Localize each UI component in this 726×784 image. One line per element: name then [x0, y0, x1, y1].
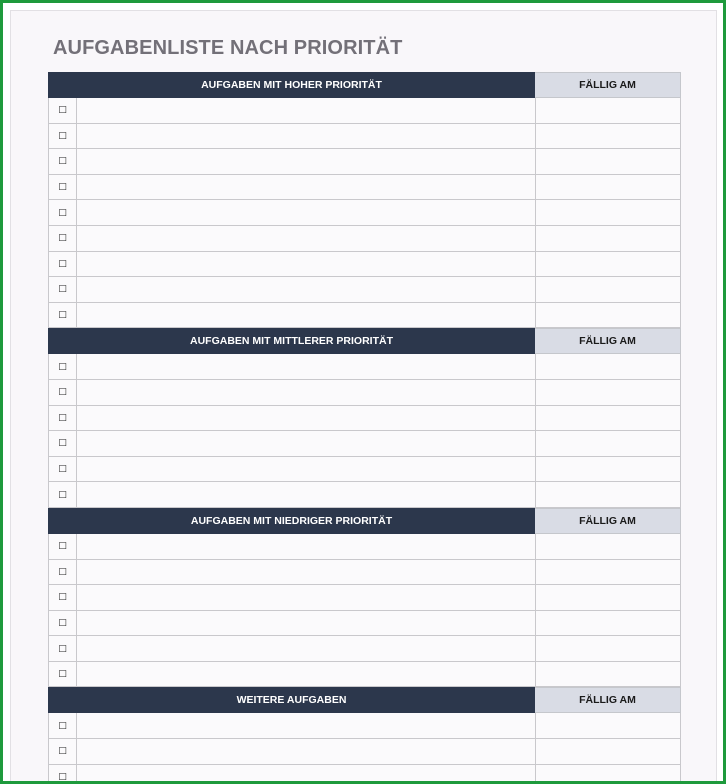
due-date-cell[interactable] [536, 200, 680, 225]
checkbox-icon[interactable]: □ [49, 482, 77, 507]
task-row [48, 200, 681, 226]
due-date-cell[interactable] [536, 585, 680, 610]
task-row [48, 739, 681, 765]
section-header [48, 328, 681, 354]
page-title: AUFGABENLISTE NACH PRIORITÄT [53, 37, 403, 59]
task-cell[interactable] [77, 431, 536, 456]
task-cell[interactable] [77, 739, 536, 764]
task-cell[interactable] [77, 98, 536, 123]
checkbox-icon[interactable]: □ [49, 277, 77, 302]
checkbox-icon[interactable]: □ [49, 226, 77, 251]
due-date-cell[interactable] [536, 713, 680, 738]
section-title: AUFGABEN MIT NIEDRIGER PRIORITÄT [48, 508, 535, 534]
due-date-cell[interactable] [536, 482, 680, 507]
task-row [48, 636, 681, 662]
section-title: WEITERE AUFGABEN [48, 687, 535, 713]
task-row [48, 124, 681, 150]
checkbox-icon[interactable]: □ [49, 124, 77, 149]
checkbox-icon[interactable]: □ [49, 354, 77, 379]
due-date-cell[interactable] [536, 739, 680, 764]
task-row [48, 277, 681, 303]
task-row [48, 354, 681, 380]
document-page [10, 10, 717, 784]
due-date-cell[interactable] [536, 380, 680, 405]
task-row [48, 226, 681, 252]
checkbox-icon[interactable]: □ [49, 406, 77, 431]
checkbox-icon[interactable]: □ [49, 380, 77, 405]
section-header [48, 508, 681, 534]
checkbox-icon[interactable]: □ [49, 662, 77, 687]
task-cell[interactable] [77, 124, 536, 149]
due-date-cell[interactable] [536, 406, 680, 431]
task-cell[interactable] [77, 482, 536, 507]
task-cell[interactable] [77, 662, 536, 687]
due-date-column-header: FÄLLIG AM [535, 328, 681, 354]
checkbox-icon[interactable]: □ [49, 560, 77, 585]
due-date-cell[interactable] [536, 534, 680, 559]
task-row [48, 560, 681, 586]
task-cell[interactable] [77, 303, 536, 328]
task-row [48, 713, 681, 739]
checkbox-icon[interactable]: □ [49, 611, 77, 636]
section-header [48, 72, 681, 98]
checkbox-icon[interactable]: □ [49, 200, 77, 225]
task-row [48, 252, 681, 278]
task-row [48, 534, 681, 560]
task-cell[interactable] [77, 713, 536, 738]
due-date-cell[interactable] [536, 765, 680, 784]
task-row [48, 662, 681, 688]
checkbox-icon[interactable]: □ [49, 303, 77, 328]
due-date-cell[interactable] [536, 560, 680, 585]
task-cell[interactable] [77, 149, 536, 174]
task-cell[interactable] [77, 380, 536, 405]
checkbox-icon[interactable]: □ [49, 765, 77, 784]
due-date-cell[interactable] [536, 636, 680, 661]
task-cell[interactable] [77, 636, 536, 661]
due-date-column-header: FÄLLIG AM [535, 72, 681, 98]
task-cell[interactable] [77, 226, 536, 251]
checkbox-icon[interactable]: □ [49, 149, 77, 174]
task-row [48, 98, 681, 124]
checkbox-icon[interactable]: □ [49, 713, 77, 738]
task-cell[interactable] [77, 175, 536, 200]
due-date-cell[interactable] [536, 98, 680, 123]
task-row [48, 457, 681, 483]
section-title: AUFGABEN MIT MITTLERER PRIORITÄT [48, 328, 535, 354]
task-cell[interactable] [77, 611, 536, 636]
due-date-cell[interactable] [536, 124, 680, 149]
task-cell[interactable] [77, 200, 536, 225]
due-date-cell[interactable] [536, 175, 680, 200]
due-date-cell[interactable] [536, 226, 680, 251]
task-row [48, 611, 681, 637]
due-date-cell[interactable] [536, 354, 680, 379]
due-date-column-header: FÄLLIG AM [535, 687, 681, 713]
due-date-column-header: FÄLLIG AM [535, 508, 681, 534]
task-cell[interactable] [77, 765, 536, 784]
section-title: AUFGABEN MIT HOHER PRIORITÄT [48, 72, 535, 98]
due-date-cell[interactable] [536, 662, 680, 687]
task-row [48, 149, 681, 175]
checkbox-icon[interactable]: □ [49, 534, 77, 559]
task-row [48, 406, 681, 432]
priority-task-table [48, 72, 681, 784]
due-date-cell[interactable] [536, 611, 680, 636]
task-row [48, 175, 681, 201]
task-cell[interactable] [77, 534, 536, 559]
task-row [48, 380, 681, 406]
task-cell[interactable] [77, 585, 536, 610]
checkbox-icon[interactable]: □ [49, 739, 77, 764]
due-date-cell[interactable] [536, 277, 680, 302]
checkbox-icon[interactable]: □ [49, 431, 77, 456]
task-row [48, 431, 681, 457]
task-cell[interactable] [77, 277, 536, 302]
checkbox-icon[interactable]: □ [49, 252, 77, 277]
due-date-cell[interactable] [536, 252, 680, 277]
section-header [48, 687, 681, 713]
due-date-cell[interactable] [536, 431, 680, 456]
task-row [48, 482, 681, 508]
due-date-cell[interactable] [536, 303, 680, 328]
checkbox-icon[interactable]: □ [49, 585, 77, 610]
task-cell[interactable] [77, 354, 536, 379]
task-cell[interactable] [77, 457, 536, 482]
task-cell[interactable] [77, 252, 536, 277]
task-cell[interactable] [77, 560, 536, 585]
task-row [48, 585, 681, 611]
checkbox-icon[interactable]: □ [49, 175, 77, 200]
due-date-cell[interactable] [536, 149, 680, 174]
checkbox-icon[interactable]: □ [49, 636, 77, 661]
checkbox-icon[interactable]: □ [49, 98, 77, 123]
task-row [48, 303, 681, 329]
checkbox-icon[interactable]: □ [49, 457, 77, 482]
task-row [48, 765, 681, 784]
due-date-cell[interactable] [536, 457, 680, 482]
task-cell[interactable] [77, 406, 536, 431]
